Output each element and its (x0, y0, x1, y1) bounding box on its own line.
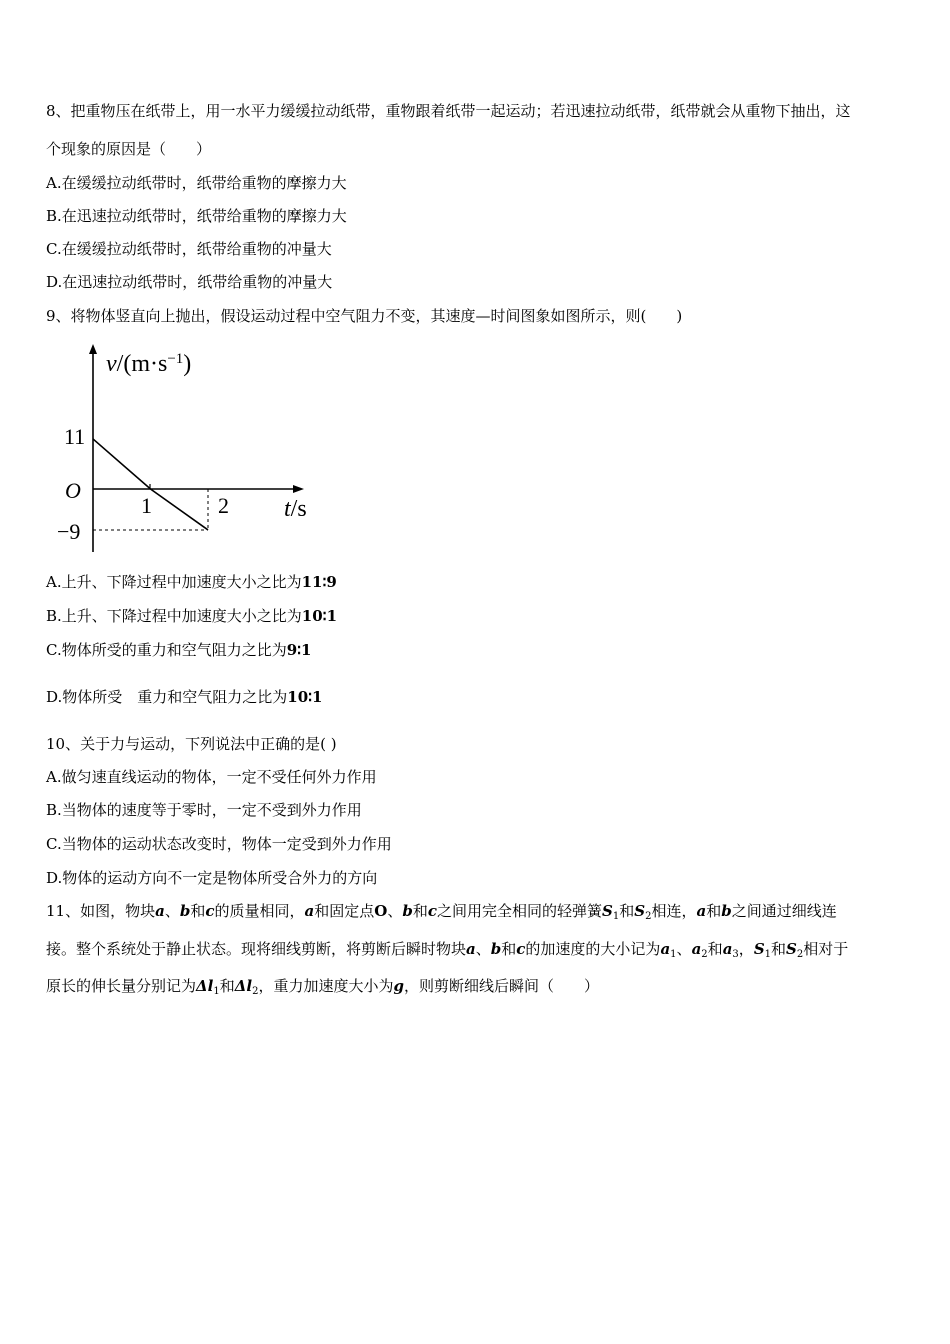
q8-option-a: A.在缓缓拉动纸带时，纸带给重物的摩擦力大 (46, 174, 347, 192)
q10-option-b: B.当物体的速度等于零时，一定不受到外力作用 (46, 801, 362, 819)
origin-label: O (65, 478, 81, 503)
q8-option-c: C.在缓缓拉动纸带时，纸带给重物的冲量大 (46, 240, 332, 258)
tick-y-neg9: −9 (57, 519, 81, 544)
tick-x-2: 2 (218, 493, 229, 518)
q9-option-a: A.上升、下降过程中加速度大小之比为11∶9 (46, 573, 337, 591)
q8-stem-line2: 个现象的原因是（ ） (46, 140, 212, 158)
tick-y-11: 11 (64, 424, 86, 449)
q8-option-d: D.在迅速拉动纸带时，纸带给重物的冲量大 (46, 273, 333, 291)
tick-x-1: 1 (141, 493, 152, 518)
q9-option-b: B.上升、下降过程中加速度大小之比为10∶1 (46, 607, 338, 625)
y-axis-label-exponent: −1 (167, 351, 184, 367)
y-axis-arrow (89, 344, 97, 354)
q11-stem-line1: 11、如图，物块a、b和c的质量相同，a和固定点O、b和c之间用完全相同的轻弹簧$S_1$和$S_2$相连，a和b之间通过细线连 (46, 902, 837, 922)
q10-option-a: A.做匀速直线运动的物体，一定不受任何外力作用 (46, 768, 377, 786)
y-axis-label-close: ) (183, 351, 192, 377)
q11-stem-line3: 原长的伸长量分别记为$\Delta l_1$和$\Delta l_2$，重力加速度大小为g，则剪断细线后瞬间（ ） (46, 977, 599, 997)
q8-stem-line1: 8、把重物压在纸带上，用一水平力缓缓拉动纸带，重物跟着纸带一起运动；若迅速拉动纸带，纸带就会从重物下抽出，这 (46, 102, 851, 120)
x-axis-label: t/s (284, 496, 307, 522)
q10-option-c: C.当物体的运动状态改变时，物体一定受到外力作用 (46, 835, 392, 853)
velocity-time-graph (52, 340, 322, 560)
q8-option-b: B.在迅速拉动纸带时，纸带给重物的摩擦力大 (46, 207, 347, 225)
q9-stem: 9、将物体竖直向上抛出，假设运动过程中空气阻力不变，其速度—时间图象如图所示，则( ) (46, 307, 683, 325)
q9-option-d: D.物体所受 重力和空气阻力之比为10∶1 (46, 688, 323, 706)
x-axis-arrow (293, 485, 304, 493)
q10-stem: 10、关于力与运动，下列说法中正确的是( ) (46, 735, 337, 753)
y-axis-label: $v/(m\cdot s^{-1})$ (106, 351, 192, 377)
q11-stem-line2: 接。整个系统处于静止状态。现将细线剪断，将剪断后瞬时物块a、b和c的加速度的大小记为$a_1$、$a_2$和$a_3$，$S_1$和$S_2$相对于 (46, 940, 849, 960)
q9-option-c: C.物体所受的重力和空气阻力之比为9∶1 (46, 641, 312, 659)
q10-option-d: D.物体的运动方向不一定是物体所受合外力的方向 (46, 869, 378, 887)
